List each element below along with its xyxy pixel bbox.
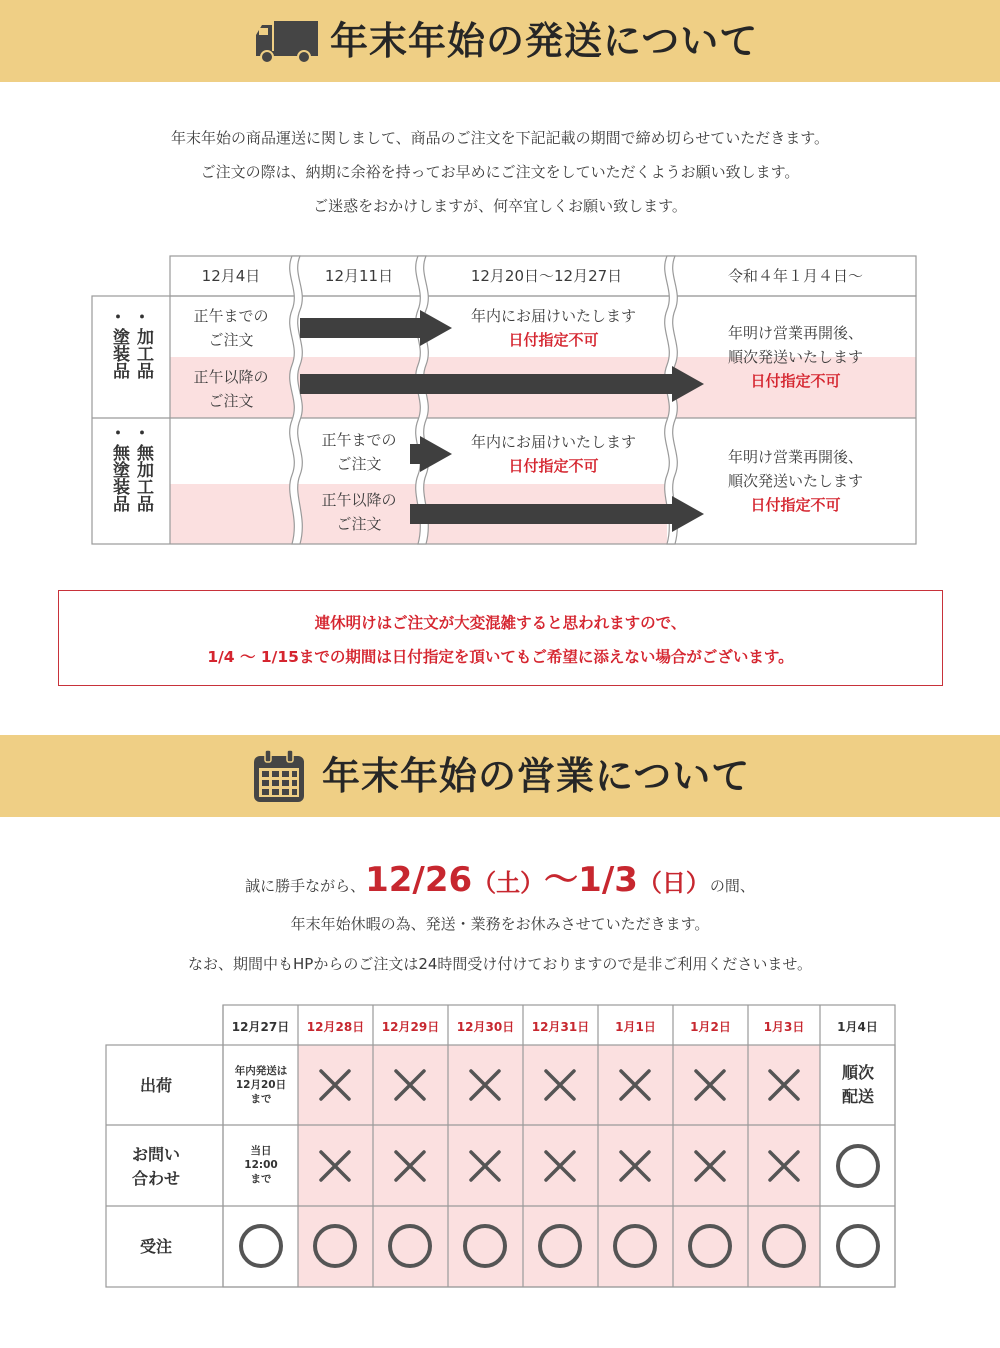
day-header: 12月27日: [231, 1020, 290, 1034]
g2-after-noon: 正午以降の ご注文: [321, 491, 397, 533]
notice-box: [58, 590, 943, 686]
g1-no-date: 日付指定不可: [508, 331, 599, 349]
g1-before-noon: 正午までの ご注文: [193, 307, 269, 349]
g1-after-holiday: 年明け営業再開後、 順次発送いたします: [727, 324, 863, 366]
day-header: 12月31日: [531, 1020, 590, 1034]
g2-after-holiday: 年明け営業再開後、 順次発送いたします: [727, 448, 863, 490]
line1-prefix: 誠に勝手ながら、: [245, 877, 366, 895]
day-header: 1月2日: [690, 1020, 731, 1034]
line1-end-day: （日）: [637, 869, 710, 897]
col-header-dec11: 12月11日: [324, 267, 394, 285]
day-header: 12月29日: [381, 1020, 440, 1034]
line1-tilde: ～: [544, 860, 579, 900]
row-label-shipping: 出荷: [139, 1076, 172, 1095]
calendar-icon: [252, 748, 306, 804]
shipping-note: 年内発送は 12月20日 まで: [234, 1065, 288, 1105]
line1-start-date: 12/26: [365, 860, 473, 900]
business-line-1: [0, 858, 1000, 902]
shipping-schedule-table: 12月4日 12月11日 12月20日～12月27日 令和４年１月４日～ ・ ・ 塗装品 加工品 ・ ・ 無塗装品 無加工品 正午までの ご注文 正午以降の ご注文 年内にお届けいたします 日付指定不可 年明け営業再開後、 順次発送いたします 日付指定不可 正午までの ご注文 正午以降の ご注文 年内にお届けいたします 日付指定不可 年明け営業再開後、 順次発送いたします 日付指定不可: [0, 0, 1000, 560]
g2-no-date: 日付指定不可: [508, 457, 599, 475]
col-header-dec4: 12月4日: [201, 267, 261, 285]
notice-line-2: 1/4 ～ 1/15までの期間は日付指定を頂いてもご希望に添えない場合がございます。: [207, 648, 794, 666]
group-label-col2: 加工品: [133, 328, 153, 379]
col-header-jan4: 令和４年１月４日～: [727, 267, 863, 285]
line1-start-day: （土）: [472, 869, 545, 897]
inquiry-note: 当日 12:00 まで: [244, 1145, 278, 1185]
row-label-inquiry: お問い 合わせ: [131, 1145, 180, 1188]
circle-mark-icon: [241, 1226, 281, 1266]
g1-after-noon: 正午以降の ご注文: [193, 368, 269, 410]
g2-before-noon: 正午までの ご注文: [321, 431, 397, 473]
business-banner: [0, 735, 1000, 817]
notice-line-1: 連休明けはご注文が大変混雑すると思われますので、: [314, 614, 687, 632]
intro-line-1: 年末年始の商品運送に関しまして、商品のご注文を下記記載の期間で締め切らせていただきます。: [170, 129, 830, 147]
group-label-col2: 無加工品: [133, 444, 153, 512]
g1-delivery-year: 年内にお届けいたします: [470, 307, 636, 325]
circle-mark-icon: [838, 1146, 878, 1186]
intro-line-3: ご迷惑をおかけしますが、何卒宜しくお願い致します。: [313, 197, 687, 215]
day-header: 12月28日: [306, 1020, 365, 1034]
day-header: 1月3日: [763, 1020, 805, 1034]
g1-after-no-date: 日付指定不可: [750, 372, 841, 390]
row-label-orders: 受注: [139, 1237, 172, 1256]
day-header: 12月30日: [456, 1020, 515, 1034]
business-title: 年末年始の営業について: [322, 754, 751, 798]
line1-end-date: 1/3: [578, 860, 638, 900]
intro-line-2: ご注文の際は、納期に余裕を持ってお早めにご注文をしていただくようお願い致します。: [200, 163, 800, 181]
business-line-3: なお、期間中もHPからのご注文は24時間受け付けておりますので是非ご利用くださいませ。: [188, 955, 812, 973]
circle-mark-icon: [838, 1226, 878, 1266]
resume-shipping: 順次 配送: [841, 1063, 874, 1106]
day-header: 1月4日: [837, 1020, 878, 1034]
line1-suffix: の間、: [709, 877, 755, 895]
col-header-dec20-27: 12月20日～12月27日: [470, 267, 623, 285]
shipping-title: 年末年始の発送について: [330, 19, 759, 63]
group-label-col1: 塗装品: [109, 328, 129, 379]
g2-delivery-year: 年内にお届けいたします: [470, 433, 636, 451]
g2-after-no-date: 日付指定不可: [750, 496, 841, 514]
business-line-2: 年末年始休暇の為、発送・業務をお休みさせていただきます。: [290, 915, 710, 933]
group-label-col1: 無塗装品: [109, 444, 129, 512]
day-header: 1月1日: [615, 1020, 656, 1034]
